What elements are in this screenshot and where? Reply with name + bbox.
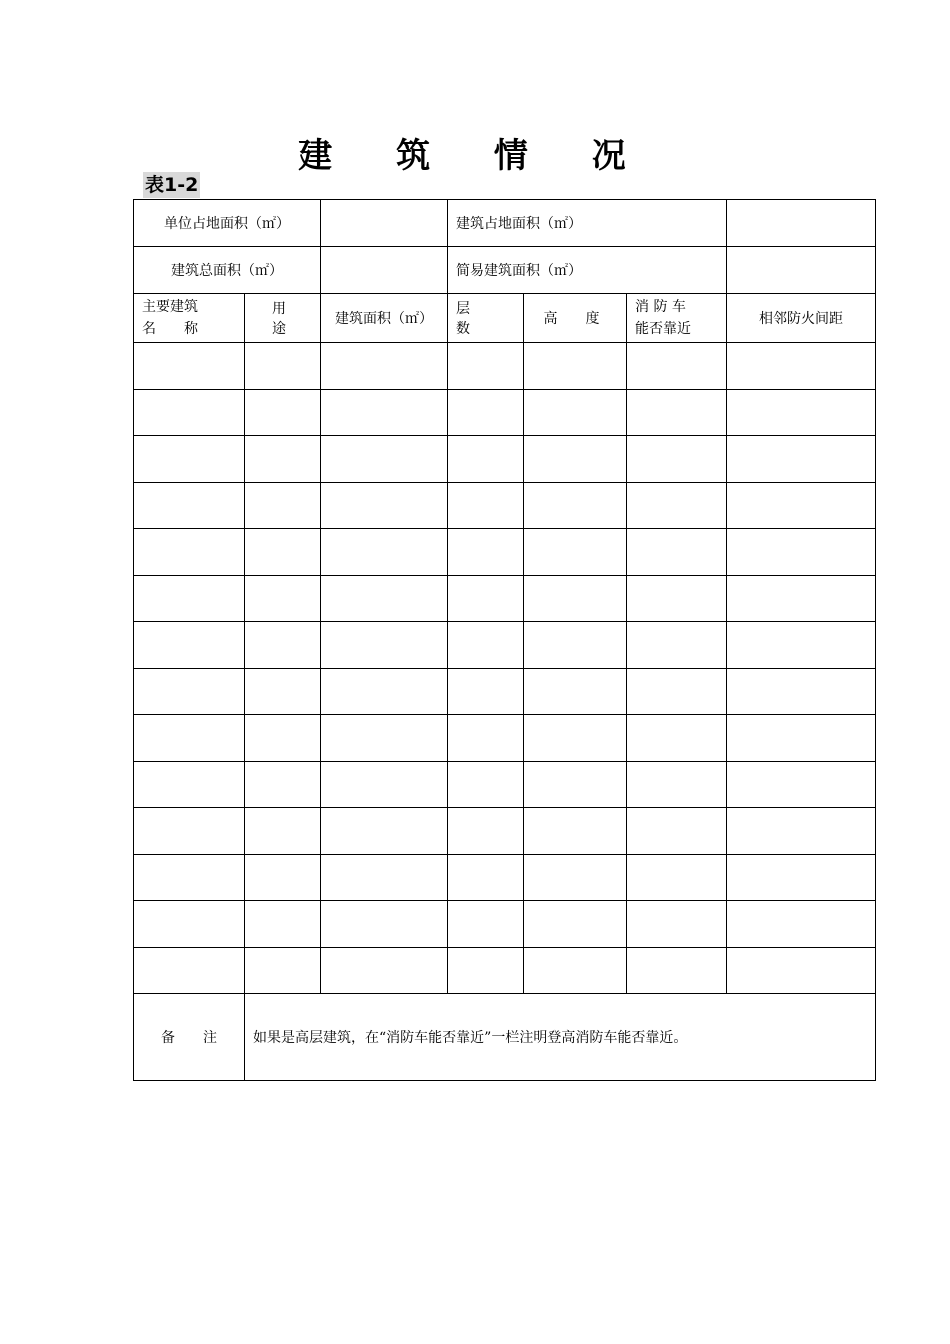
cell-height[interactable] [524,436,627,483]
header-building-name-line2: 名 称 [142,321,198,337]
cell-usage[interactable] [245,901,321,948]
table-row [134,575,876,622]
cell-building-name[interactable] [134,622,245,669]
cell-building-name[interactable] [134,529,245,576]
header-floor-area: 建筑面积（㎡） [321,294,448,343]
cell-height[interactable] [524,715,627,762]
cell-usage[interactable] [245,436,321,483]
cell-floor-area[interactable] [321,854,448,901]
cell-fire-truck-access[interactable] [627,482,727,529]
cell-floor-area[interactable] [321,575,448,622]
table-number-label: 表1-2 [145,174,199,196]
cell-floor-area[interactable] [321,482,448,529]
cell-usage[interactable] [245,622,321,669]
header-fire-spacing: 相邻防火间距 [727,294,876,343]
table-row [134,622,876,669]
table-row [134,808,876,855]
table-row [134,668,876,715]
cell-fire-spacing[interactable] [727,529,876,576]
cell-storeys[interactable] [448,761,524,808]
cell-building-name[interactable] [134,575,245,622]
cell-height[interactable] [524,622,627,669]
cell-usage[interactable] [245,808,321,855]
cell-floor-area[interactable] [321,947,448,994]
cell-fire-truck-access[interactable] [627,808,727,855]
cell-fire-spacing[interactable] [727,901,876,948]
cell-fire-truck-access[interactable] [627,668,727,715]
cell-fire-truck-access[interactable] [627,529,727,576]
cell-height[interactable] [524,389,627,436]
cell-usage[interactable] [245,575,321,622]
cell-fire-spacing[interactable] [727,668,876,715]
cell-height[interactable] [524,901,627,948]
cell-height[interactable] [524,808,627,855]
header-usage: 用 途 [245,294,321,343]
note-row [134,994,876,1081]
cell-usage[interactable] [245,389,321,436]
table-row [134,436,876,483]
header-height: 高 度 [524,294,627,343]
cell-fire-spacing[interactable] [727,343,876,390]
table-row [134,482,876,529]
table-row [134,947,876,994]
cell-usage[interactable] [245,529,321,576]
cell-building-name[interactable] [134,389,245,436]
cell-fire-truck-access[interactable] [627,436,727,483]
cell-storeys[interactable] [448,436,524,483]
cell-building-name[interactable] [134,854,245,901]
cell-floor-area[interactable] [321,436,448,483]
cell-usage[interactable] [245,482,321,529]
cell-height[interactable] [524,343,627,390]
header-building-name [134,294,245,343]
header-storeys: 层 数 [448,294,524,343]
cell-fire-truck-access[interactable] [627,761,727,808]
cell-storeys[interactable] [448,901,524,948]
cell-usage[interactable] [245,343,321,390]
table-row [134,343,876,390]
cell-floor-area[interactable] [321,808,448,855]
cell-storeys[interactable] [448,668,524,715]
cell-fire-spacing[interactable] [727,436,876,483]
page-title: 建 筑 情 况 [298,136,652,176]
total-floor-area-value[interactable] [321,247,448,294]
cell-height[interactable] [524,529,627,576]
cell-storeys[interactable] [448,715,524,762]
cell-building-name[interactable] [134,436,245,483]
cell-building-name[interactable] [134,808,245,855]
cell-usage[interactable] [245,761,321,808]
cell-floor-area[interactable] [321,668,448,715]
header-fire-truck-line2: 能否靠近 [635,321,691,337]
cell-building-name[interactable] [134,947,245,994]
cell-fire-spacing[interactable] [727,389,876,436]
cell-height[interactable] [524,668,627,715]
cell-fire-truck-access[interactable] [627,947,727,994]
cell-usage[interactable] [245,854,321,901]
cell-fire-spacing[interactable] [727,947,876,994]
cell-usage[interactable] [245,947,321,994]
cell-storeys[interactable] [448,343,524,390]
cell-height[interactable] [524,575,627,622]
cell-height[interactable] [524,761,627,808]
cell-storeys[interactable] [448,529,524,576]
cell-height[interactable] [524,947,627,994]
building-info-table [133,199,876,1081]
cell-fire-spacing[interactable] [727,761,876,808]
cell-storeys[interactable] [448,482,524,529]
unit-land-area-label: 单位占地面积（㎡） [134,200,321,247]
header-fire-truck-access [627,294,727,343]
cell-fire-spacing[interactable] [727,808,876,855]
table-row [134,529,876,576]
cell-building-name[interactable] [134,482,245,529]
cell-storeys[interactable] [448,808,524,855]
cell-fire-spacing[interactable] [727,482,876,529]
cell-fire-truck-access[interactable] [627,343,727,390]
cell-usage[interactable] [245,715,321,762]
header-building-name-line1: 主要建筑 [142,299,198,315]
cell-storeys[interactable] [448,854,524,901]
cell-fire-spacing[interactable] [727,715,876,762]
cell-floor-area[interactable] [321,529,448,576]
cell-building-name[interactable] [134,901,245,948]
cell-building-name[interactable] [134,715,245,762]
cell-fire-truck-access[interactable] [627,389,727,436]
table-row [134,389,876,436]
cell-floor-area[interactable] [321,389,448,436]
summary-row-1 [134,200,876,247]
cell-building-name[interactable] [134,668,245,715]
note-text: 如果是高层建筑，在“消防车能否靠近”一栏注明登高消防车能否靠近。 [245,994,876,1081]
cell-floor-area[interactable] [321,343,448,390]
simple-building-area-value[interactable] [727,247,876,294]
building-land-area-value[interactable] [727,200,876,247]
table-row [134,901,876,948]
table-row [134,715,876,762]
cell-floor-area[interactable] [321,761,448,808]
cell-storeys[interactable] [448,622,524,669]
table-row [134,854,876,901]
summary-row-2 [134,247,876,294]
table-row [134,761,876,808]
cell-fire-truck-access[interactable] [627,901,727,948]
cell-storeys[interactable] [448,575,524,622]
simple-building-area-label: 简易建筑面积（㎡） [448,247,727,294]
cell-building-name[interactable] [134,761,245,808]
building-land-area-label: 建筑占地面积（㎡） [448,200,727,247]
column-header-row [134,294,876,343]
cell-fire-spacing[interactable] [727,854,876,901]
cell-height[interactable] [524,482,627,529]
cell-floor-area[interactable] [321,901,448,948]
cell-floor-area[interactable] [321,622,448,669]
cell-fire-spacing[interactable] [727,622,876,669]
total-floor-area-label: 建筑总面积（㎡） [134,247,321,294]
cell-usage[interactable] [245,668,321,715]
cell-building-name[interactable] [134,343,245,390]
cell-fire-spacing[interactable] [727,575,876,622]
note-label: 备 注 [134,994,245,1081]
cell-storeys[interactable] [448,389,524,436]
cell-fire-truck-access[interactable] [627,854,727,901]
header-fire-truck-line1: 消 防 车 [635,299,686,315]
cell-fire-truck-access[interactable] [627,575,727,622]
cell-fire-truck-access[interactable] [627,622,727,669]
cell-storeys[interactable] [448,947,524,994]
cell-floor-area[interactable] [321,715,448,762]
unit-land-area-value[interactable] [321,200,448,247]
cell-height[interactable] [524,854,627,901]
cell-fire-truck-access[interactable] [627,715,727,762]
